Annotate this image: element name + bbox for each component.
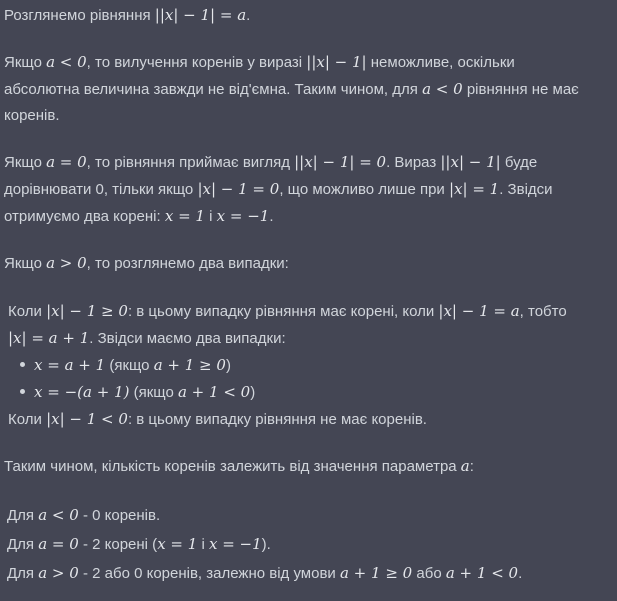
text: , то вилучення коренів у виразі [86, 54, 307, 71]
text: неможливе, оскільки [366, 54, 515, 71]
text: дорівнювати 0, тільки якщо [4, 181, 198, 198]
case-two [8, 406, 611, 433]
math: ||x| − 1| = a [154, 6, 247, 24]
conclusion-paragraph [4, 453, 611, 480]
text: Для [7, 507, 39, 524]
text: . [246, 7, 251, 24]
math: a < 0 [46, 53, 87, 71]
text: . Вираз [386, 154, 441, 171]
text: Якщо [4, 255, 47, 272]
text: і [204, 208, 217, 225]
text: Якщо [4, 54, 47, 71]
text: , то розглянемо два випадки: [86, 255, 289, 272]
math: x = −(a + 1) [34, 383, 130, 401]
math: ||x| − 1| [306, 53, 367, 71]
text: - 0 коренів. [78, 507, 161, 524]
text: буде [500, 154, 538, 171]
math: x = 1 [157, 535, 198, 553]
zero-a-paragraph [4, 149, 611, 230]
text: отримуємо два корені: [4, 208, 165, 225]
text: : в цьому випадку рівняння не має коренів. [127, 411, 427, 428]
math: |x| − 1 = 0 [197, 180, 280, 198]
positive-a-paragraph [4, 250, 611, 277]
math: a + 1 ≥ 0 [153, 356, 226, 374]
text: або [412, 565, 446, 582]
math: x = a + 1 [34, 356, 106, 374]
text: , то рівняння приймає вигляд [86, 154, 295, 171]
cases-block [4, 298, 611, 433]
math: a < 0 [422, 80, 463, 98]
text: . Звідси [499, 181, 553, 198]
negative-a-paragraph [4, 49, 611, 129]
math: ||x| − 1| [440, 153, 501, 171]
text: Якщо [4, 154, 47, 171]
list-item [8, 352, 611, 379]
text: . [518, 565, 523, 582]
text: : [469, 458, 474, 475]
math: a + 1 ≥ 0 [339, 564, 413, 582]
text: ). [261, 536, 271, 553]
summary-list [4, 501, 611, 588]
text: , тобто [519, 303, 567, 320]
text: : в цьому випадку рівняння має корені, коли [127, 303, 439, 320]
list-item [4, 559, 611, 588]
text: Таким чином, кількість коренів залежить від значення параметра [4, 458, 461, 475]
text: Для [7, 536, 39, 553]
text: - 2 або 0 коренів, залежно від умови [78, 565, 340, 582]
math: a > 0 [38, 564, 79, 582]
list-item [4, 501, 611, 530]
bullet-icon [20, 362, 25, 367]
math: ||x| − 1| = 0 [294, 153, 387, 171]
list-item [8, 379, 611, 406]
text: . Звідси маємо два випадки: [89, 330, 286, 347]
text: Коли [8, 411, 47, 428]
math: |x| − 1 ≥ 0 [46, 302, 128, 320]
text: Розглянемо рівняння [4, 7, 155, 24]
math: a < 0 [38, 506, 79, 524]
math: a = 0 [46, 153, 87, 171]
text: і [197, 536, 209, 553]
bullet-icon [20, 389, 25, 394]
text: ) [225, 357, 231, 374]
math: x = −1 [208, 535, 262, 553]
math: a + 1 < 0 [177, 383, 251, 401]
text: - 2 корені ( [78, 536, 158, 553]
text: рівняння не має [462, 81, 579, 98]
list-item [4, 530, 611, 559]
math: a = 0 [38, 535, 79, 553]
text: ) [250, 384, 256, 401]
math: x = 1 [164, 207, 205, 225]
math: |x| − 1 = a [438, 302, 520, 320]
text: коренів. [4, 107, 60, 124]
text: Коли [8, 303, 47, 320]
text: абсолютна величина завжди не від'ємна. Таким чином, для [4, 81, 423, 98]
math: |x| = 1 [448, 180, 500, 198]
text: . [269, 208, 274, 225]
math: a > 0 [46, 254, 87, 272]
math: |x| − 1 < 0 [46, 410, 128, 428]
math: |x| = a + 1 [8, 329, 90, 347]
case-one [8, 298, 611, 352]
text: , що можливо лише при [279, 181, 449, 198]
intro-paragraph [4, 2, 611, 29]
math: x = −1 [216, 207, 270, 225]
math: a + 1 < 0 [445, 564, 519, 582]
text: (якщо [105, 357, 154, 374]
text: Для [7, 565, 39, 582]
math: a [460, 457, 470, 475]
text: (якщо [129, 384, 178, 401]
